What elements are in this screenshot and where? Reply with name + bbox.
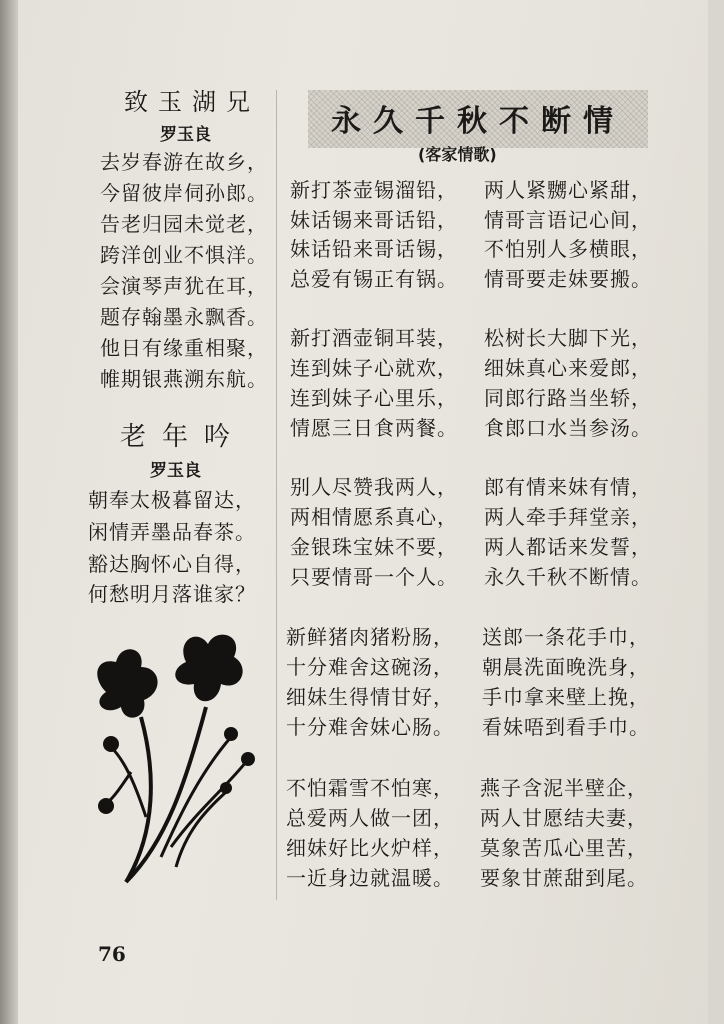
stanza-line: 十分难舍这碗汤， xyxy=(286,655,454,679)
poem1-line: 去岁春游在故乡， xyxy=(100,150,268,174)
poem1-line: 他日有缘重相聚， xyxy=(100,336,268,360)
stanza-line: 连到妹子心里乐， xyxy=(290,386,458,410)
stanza-line: 情哥要走妹要搬。 xyxy=(484,267,652,291)
stanza-line: 两人都话来发誓， xyxy=(484,535,652,559)
stanza-line: 郎有情来妹有情， xyxy=(484,475,652,499)
stanza-line: 同郎行路当坐轿， xyxy=(484,386,652,410)
poem1-line: 跨洋创业不惧洋。 xyxy=(100,243,268,267)
poem1-title: 致玉湖兄 xyxy=(124,88,260,116)
stanza-line: 妹话铅来哥话锡， xyxy=(290,237,458,261)
stanza-line: 细妹真心来爱郎， xyxy=(484,356,652,380)
page-number: 76 xyxy=(98,942,126,966)
stanza-line: 要象甘蔗甜到尾。 xyxy=(480,866,648,890)
stanza-line: 食郎口水当参汤。 xyxy=(484,416,652,440)
poem2-line: 何愁明月落谁家？ xyxy=(88,582,256,606)
stanza-line: 手巾拿来壁上挽， xyxy=(482,685,650,709)
main-poem-title: 永久千秋不断情 xyxy=(331,104,625,139)
poem1-line: 题存翰墨永飘香。 xyxy=(100,305,268,329)
stanza-line: 看妹唔到看手巾。 xyxy=(482,715,650,739)
stanza-line: 永久千秋不断情。 xyxy=(484,565,652,589)
stanza-line: 别人尽赞我两人， xyxy=(290,475,458,499)
stanza-line: 金银珠宝妹不要， xyxy=(290,535,458,559)
stanza-line: 细妹生得情甘好， xyxy=(286,685,454,709)
stanza-line: 连到妹子心就欢， xyxy=(290,356,458,380)
stanza-line: 妹话锡来哥话铅， xyxy=(290,208,458,232)
flower-illustration xyxy=(86,622,256,904)
stanza-line: 情哥言语记心间， xyxy=(484,208,652,232)
stanza-line: 不怕别人多横眼， xyxy=(484,237,652,261)
stanza-line: 只要情哥一个人。 xyxy=(290,565,458,589)
stanza-line: 送郎一条花手巾， xyxy=(482,625,650,649)
book-page xyxy=(18,0,708,1024)
stanza-line: 莫象苦瓜心里苦， xyxy=(480,836,648,860)
stanza-line: 两人紧嬲心紧甜， xyxy=(484,178,652,202)
column-divider xyxy=(276,90,277,900)
stanza-line: 情愿三日食两餐。 xyxy=(290,416,458,440)
page-edge-shadow xyxy=(0,0,18,1024)
stanza-line: 新鲜猪肉猪粉肠， xyxy=(286,625,454,649)
stanza-line: 两人牵手拜堂亲， xyxy=(484,505,652,529)
poem2-line: 闲情弄墨品春茶。 xyxy=(88,520,256,544)
stanza-line: 燕子含泥半壁企， xyxy=(480,776,648,800)
poem1-line: 今留彼岸伺孙郎。 xyxy=(100,181,268,205)
stanza-line: 朝晨洗面晚洗身， xyxy=(482,655,650,679)
stanza-line: 细妹好比火炉样， xyxy=(286,836,454,860)
poem1-line: 会演琴声犹在耳， xyxy=(100,274,268,298)
poem2-author: 罗玉良 xyxy=(150,461,201,481)
main-poem-subtitle: (客家情歌) xyxy=(418,145,497,164)
stanza-line: 两相情愿系真心， xyxy=(290,505,458,529)
stanza-line: 总爱两人做一团， xyxy=(286,806,454,830)
stanza-line: 两人甘愿结夫妻， xyxy=(480,806,648,830)
stanza-line: 一近身边就温暖。 xyxy=(286,866,454,890)
stanza-line: 新打酒壶铜耳装， xyxy=(290,326,458,350)
stanza-line: 新打茶壶锡溜铅， xyxy=(290,178,458,202)
stanza-line: 总爱有锡正有锅。 xyxy=(290,267,458,291)
title-banner xyxy=(308,90,648,148)
stanza-line: 十分难舍妹心肠。 xyxy=(286,715,454,739)
poem1-line: 告老归园未觉老， xyxy=(100,212,268,236)
stanza-line: 松树长大脚下光， xyxy=(484,326,652,350)
poem2-line: 豁达胸怀心自得， xyxy=(88,552,256,576)
poem1-author: 罗玉良 xyxy=(160,125,211,145)
poem2-title: 老年吟 xyxy=(120,422,247,452)
poem1-line: 帷期银燕溯东航。 xyxy=(100,367,268,391)
poem2-line: 朝奉太极暮留达， xyxy=(88,488,256,512)
stanza-line: 不怕霜雪不怕寒， xyxy=(286,776,454,800)
